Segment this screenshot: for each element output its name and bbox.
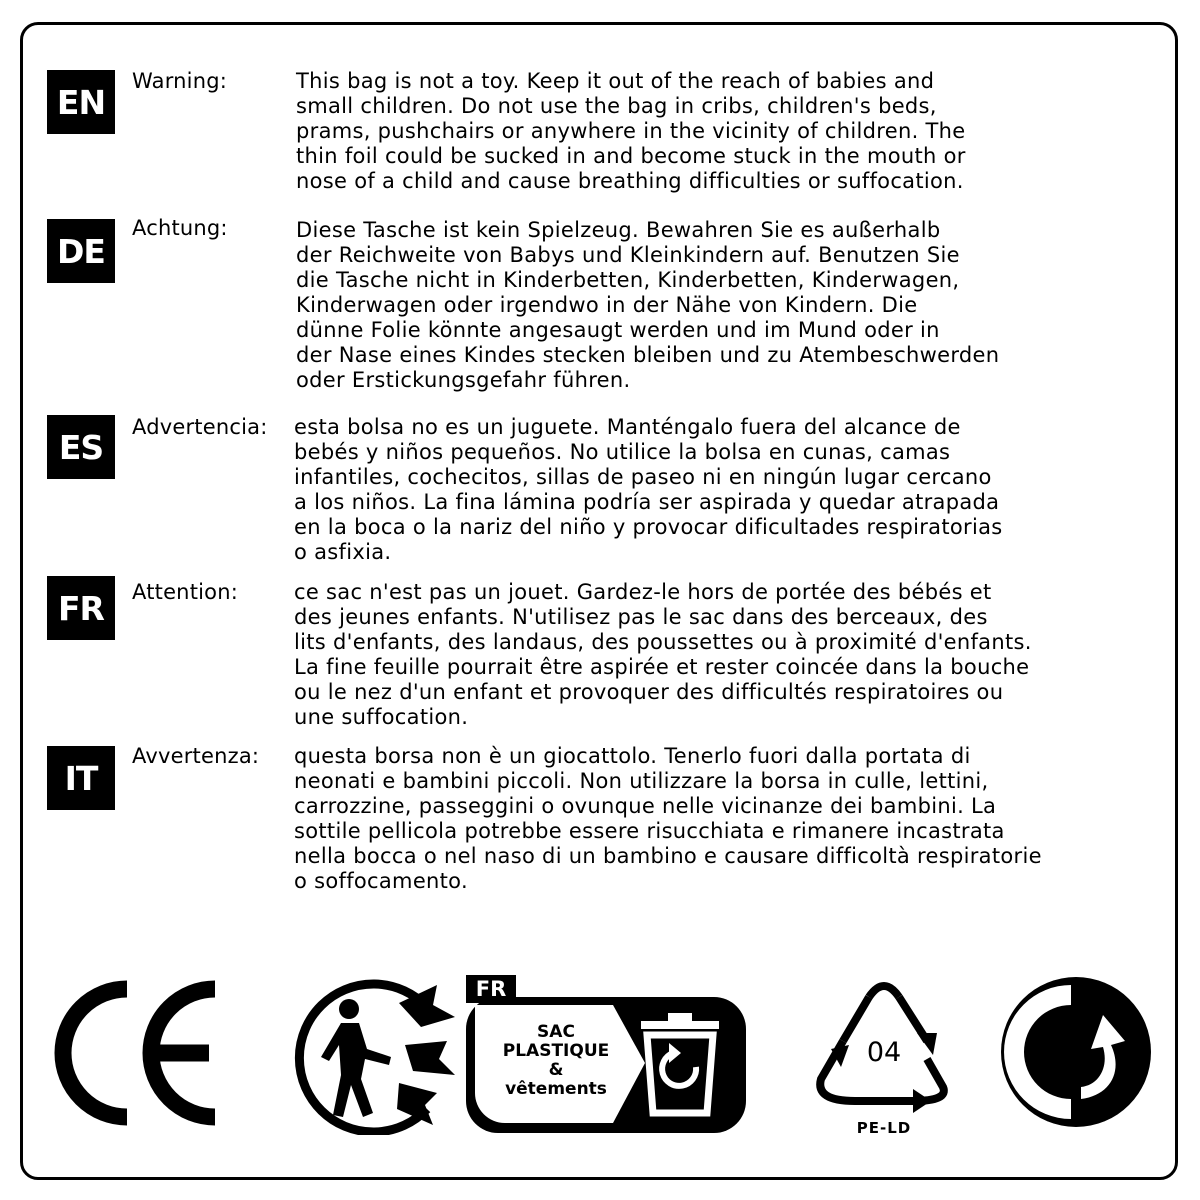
warning-label-it: Avvertenza: — [132, 744, 260, 768]
warning-text-line: La fine feuille pourrait être aspirée et rester coincée dans la bouche — [294, 655, 1030, 679]
warning-text-de — [296, 218, 999, 393]
info-tri-line: SAC — [537, 1022, 575, 1042]
warning-text-it — [294, 744, 1042, 894]
warning-label-en: Warning: — [132, 69, 228, 93]
info-tri-line: vêtements — [505, 1079, 607, 1099]
info-tri-line: PLASTIQUE — [502, 1041, 610, 1061]
warning-text-line: dünne Folie könnte angesaugt werden und im Mund oder in — [296, 318, 940, 342]
warning-text-line: Diese Tasche ist kein Spielzeug. Bewahren Sie es außerhalb — [296, 218, 941, 242]
warning-text-line: ou le nez d'un enfant et provoquer des difficultés respiratoires ou — [294, 680, 1004, 704]
warning-text-line: a los niños. La fina lámina podría ser aspirada y quedar atrapada — [294, 490, 1000, 514]
warning-text-line: en la boca o la nariz del niño y provocar dificultades respiratorias — [294, 515, 1003, 539]
language-badge-fr: FR — [47, 576, 115, 640]
warning-label-es: Advertencia: — [132, 415, 268, 439]
warning-text-line: Kinderwagen oder irgendwo in der Nähe von Kindern. Die — [296, 293, 918, 317]
warning-text-line: sottile pellicola potrebbe essere risucchiata e rimanere incastrata — [294, 819, 1005, 843]
warning-text-line: neonati e bambini piccoli. Non utilizzare la borsa in culle, lettini, — [294, 769, 989, 793]
info-tri-logo — [463, 973, 749, 1139]
green-dot-icon — [999, 975, 1153, 1129]
warning-text-line: prams, pushchairs or anywhere in the vicinity of children. The — [296, 119, 966, 143]
recycling-material: PE-LD — [856, 1119, 912, 1137]
warning-text-line: carrozzine, passeggini o ovunque nelle vicinanze dei bambini. La — [294, 794, 997, 818]
language-badge-es: ES — [47, 415, 115, 479]
language-badge-it: IT — [47, 746, 115, 810]
warning-label-card — [20, 22, 1178, 1180]
recycling-code-logo — [809, 975, 959, 1139]
recycling-code: 04 — [866, 1037, 902, 1068]
warning-label-fr: Attention: — [132, 580, 238, 604]
warning-label-de: Achtung: — [132, 216, 228, 240]
ce-mark-icon — [49, 973, 225, 1133]
language-badge-de: DE — [47, 219, 115, 283]
warning-text-line: die Tasche nicht in Kinderbetten, Kinderbetten, Kinderwagen, — [296, 268, 960, 292]
triman-icon — [287, 975, 457, 1135]
warning-text-line: une suffocation. — [294, 705, 469, 729]
warning-text-line: o asfixia. — [294, 540, 392, 564]
warning-text-line: o soffocamento. — [294, 869, 468, 893]
warning-text-line: der Reichweite von Babys und Kleinkindern auf. Benutzen Sie — [296, 243, 960, 267]
warning-text-fr — [294, 580, 1032, 730]
warning-text-line: ce sac n'est pas un jouet. Gardez-le hors de portée des bébés et — [294, 580, 992, 604]
info-tri-line: & — [548, 1060, 564, 1080]
warning-text-line: This bag is not a toy. Keep it out of the reach of babies and — [296, 69, 935, 93]
language-badge-en: EN — [47, 70, 115, 134]
warning-text-line: questa borsa non è un giocattolo. Tenerlo fuori dalla portata di — [294, 744, 971, 768]
warning-text-line: nose of a child and cause breathing difficulties or suffocation. — [296, 169, 964, 193]
warning-text-line: small children. Do not use the bag in cribs, children's beds, — [296, 94, 937, 118]
warning-text-line: der Nase eines Kindes stecken bleiben und zu Atembeschwerden — [296, 343, 1000, 367]
info-tri-text — [491, 1023, 621, 1099]
warning-text-line: esta bolsa no es un juguete. Manténgalo fuera del alcance de — [294, 415, 961, 439]
warning-text-line: des jeunes enfants. N'utilisez pas le sac dans des berceaux, des — [294, 605, 988, 629]
warning-text-es — [294, 415, 1003, 565]
info-tri-country: FR — [475, 977, 507, 1001]
warning-text-line: infantiles, cochecitos, sillas de paseo ni en ningún lugar cercano — [294, 465, 992, 489]
warning-text-en — [296, 69, 966, 194]
warning-text-line: nella bocca o nel naso di un bambino e causare difficoltà respiratorie — [294, 844, 1042, 868]
warning-text-line: bebés y niños pequeños. No utilice la bolsa en cunas, camas — [294, 440, 951, 464]
warning-text-line: lits d'enfants, des landaus, des poussettes ou à proximité d'enfants. — [294, 630, 1032, 654]
warning-text-line: oder Erstickungsgefahr führen. — [296, 368, 631, 392]
warning-text-line: thin foil could be sucked in and become stuck in the mouth or — [296, 144, 966, 168]
